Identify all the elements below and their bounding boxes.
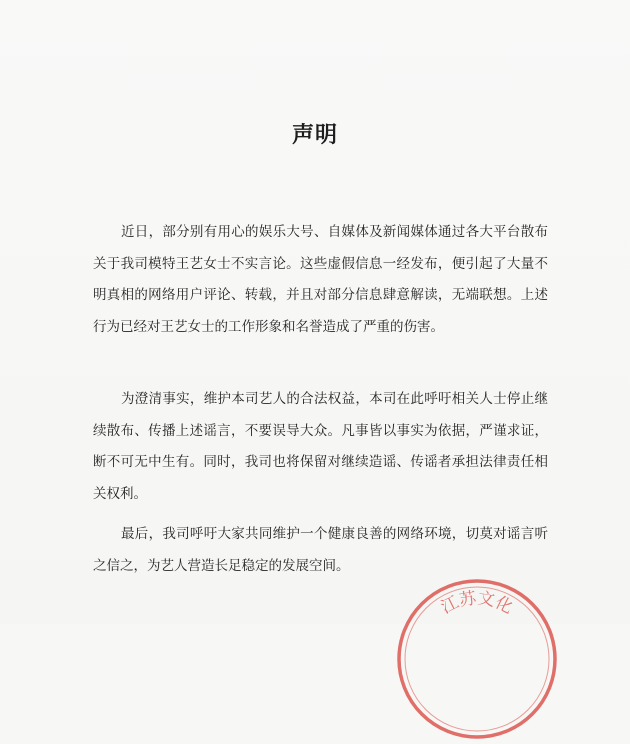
paragraph-2: 为澄清事实，维护本司艺人的合法权益，本司在此呼吁相关人士停止继续散布、传播上述谣言，不要误导大众。凡事皆以事实为依据，严谨求证，断不可无中生有。同时，我司也将保留对继续造谣、传谣者承担法律责任相关权利。 bbox=[93, 391, 548, 502]
company-seal-stamp bbox=[392, 574, 562, 744]
paragraph-3: 最后，我司呼吁大家共同维护一个健康良善的网络环境，切莫对谣言听之信之，为艺人营造长足稳定的发展空间。 bbox=[93, 526, 548, 574]
paragraph-1: 近日，部分别有用心的娱乐大号、自媒体及新闻媒体通过各大平台散布关于我司模特王艺女士不实言论。这些虚假信息一经发布，便引起了大量不明真相的网络用户评论、转载，并且对部分信息肆意解读，无端联想。上述行为已经对王艺女士的工作形象和名誉造成了严重的伤害。 bbox=[93, 224, 548, 335]
document-title: 声明 bbox=[291, 122, 338, 148]
seal-text: 江苏文化 bbox=[438, 588, 516, 619]
